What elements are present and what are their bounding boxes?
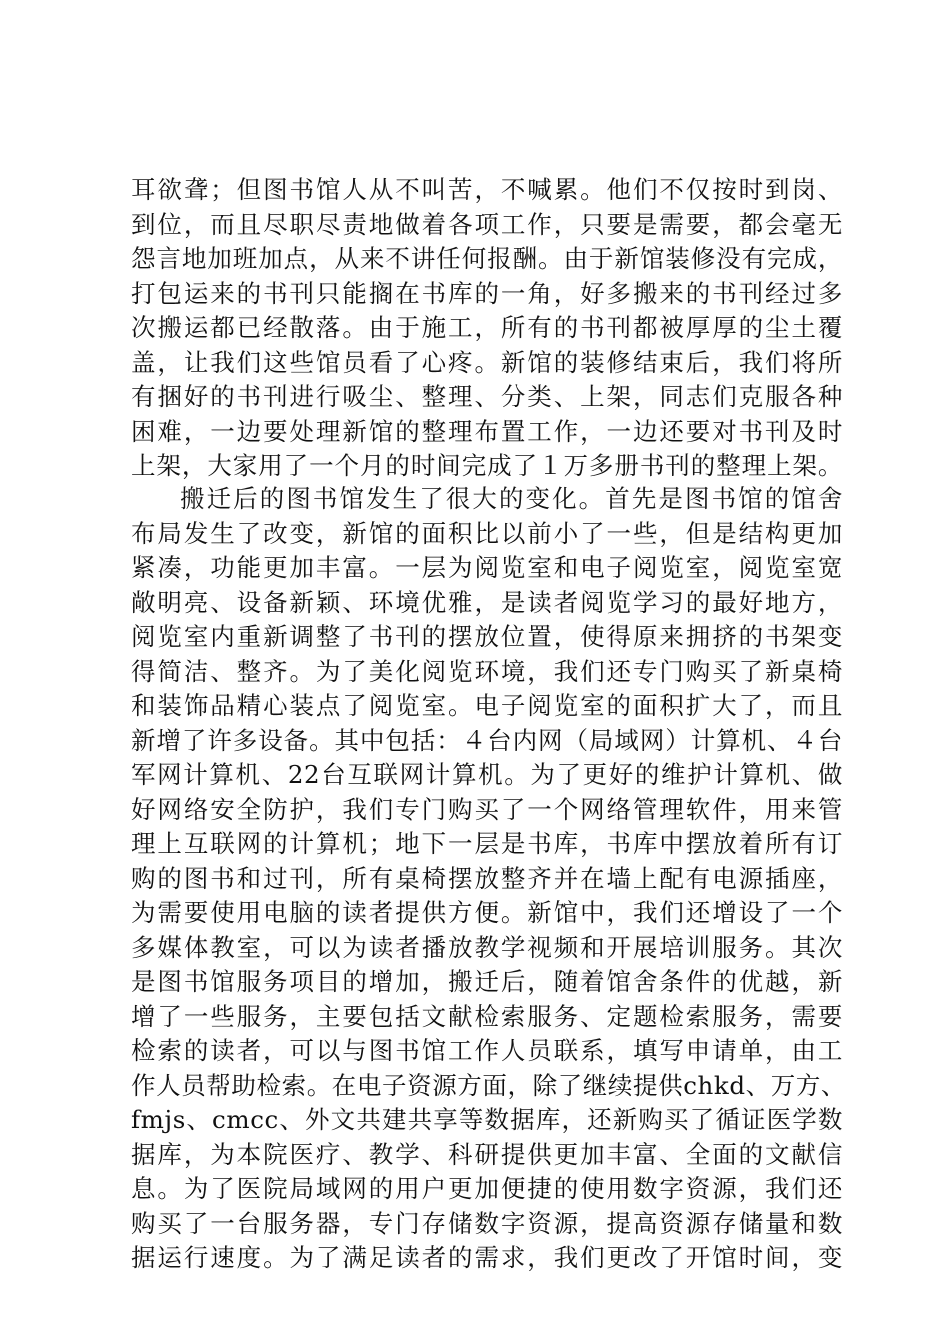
paragraph-line: 购买了一台服务器，专门存储数字资源，提高资源存储量和数 xyxy=(131,1208,843,1238)
paragraph-1 xyxy=(131,173,843,484)
paragraph-line: 多媒体教室，可以为读者播放教学视频和开展培训服务。其次 xyxy=(131,932,843,962)
paragraph-line: 阅览室内重新调整了书刊的摆放位置，使得原来拥挤的书架变 xyxy=(131,622,843,651)
paragraph-line: 据运行速度。为了满足读者的需求，我们更改了开馆时间，变 xyxy=(131,1243,843,1272)
paragraph-line: 理上互联网的计算机；地下一层是书库，书库中摆放着所有订 xyxy=(131,829,843,858)
paragraph-line: 怨言地加班加点，从来不讲任何报酬。由于新馆装修没有完成， xyxy=(131,244,843,273)
paragraph-line: 布局发生了改变，新馆的面积比以前小了一些，但是结构更加 xyxy=(131,518,843,548)
paragraph-line: 打包运来的书刊只能搁在书库的一角，好多搬来的书刊经过多 xyxy=(131,278,843,308)
paragraph-line: 和装饰品精心装点了阅览室。电子阅览室的面积扩大了，而且 xyxy=(131,691,843,720)
paragraph-line: 息。为了医院局域网的用户更加便捷的使用数字资源，我们还 xyxy=(131,1174,843,1203)
paragraph-line: 增了一些服务，主要包括文献检索服务、定题检索服务，需要 xyxy=(131,1001,843,1031)
paragraph-first-line: 搬迁后的图书馆发生了很大的变化。首先是图书馆的馆舍 xyxy=(180,484,843,513)
paragraph-line: 有捆好的书刊进行吸尘、整理、分类、上架，同志们克服各种 xyxy=(131,382,843,411)
paragraph-line: 检索的读者，可以与图书馆工作人员联系，填写申请单，由工 xyxy=(131,1036,843,1065)
paragraph-line: fmjs、cmcc、外文共建共享等数据库，还新购买了循证医学数 xyxy=(131,1105,843,1134)
paragraph-line: 紧凑，功能更加丰富。一层为阅览室和电子阅览室，阅览室宽 xyxy=(131,553,843,582)
paragraph-line: 耳欲聋；但图书馆人从不叫苦，不喊累。他们不仅按时到岗、 xyxy=(131,175,843,204)
paragraph-line: 得简洁、整齐。为了美化阅览环境，我们还专门购买了新桌椅 xyxy=(131,656,843,686)
paragraph-line: 军网计算机、22台互联网计算机。为了更好的维护计算机、做 xyxy=(131,760,843,789)
paragraph-line: 上架，大家用了一个月的时间完成了１万多册书刊的整理上架。 xyxy=(131,451,843,480)
paragraph-line: 据库，为本院医疗、教学、科研提供更加丰富、全面的文献信 xyxy=(131,1139,843,1169)
paragraph-line: 敞明亮、设备新颖、环境优雅，是读者阅览学习的最好地方， xyxy=(131,587,843,617)
paragraph-line: 购的图书和过刊，所有桌椅摆放整齐并在墙上配有电源插座， xyxy=(131,863,843,893)
paragraph-line: 新增了许多设备。其中包括：４台内网（局域网）计算机、４台 xyxy=(131,725,843,755)
paragraph-line: 作人员帮助检索。在电子资源方面，除了继续提供chkd、万方、 xyxy=(131,1070,847,1100)
paragraph-2 xyxy=(131,482,847,1276)
paragraph-line: 到位，而且尽职尽责地做着各项工作，只要是需要，都会毫无 xyxy=(131,209,843,239)
paragraph-line: 次搬运都已经散落。由于施工，所有的书刊都被厚厚的尘土覆 xyxy=(131,313,843,342)
paragraph-line: 困难，一边要处理新馆的整理布置工作，一边还要对书刊及时 xyxy=(131,416,843,446)
paragraph-line: 是图书馆服务项目的增加，搬迁后，随着馆舍条件的优越，新 xyxy=(131,967,843,996)
paragraph-line: 好网络安全防护，我们专门购买了一个网络管理软件，用来管 xyxy=(131,794,843,824)
paragraph-line: 盖，让我们这些馆员看了心疼。新馆的装修结束后，我们将所 xyxy=(131,347,843,377)
paragraph-line: 为需要使用电脑的读者提供方便。新馆中，我们还增设了一个 xyxy=(131,898,843,927)
